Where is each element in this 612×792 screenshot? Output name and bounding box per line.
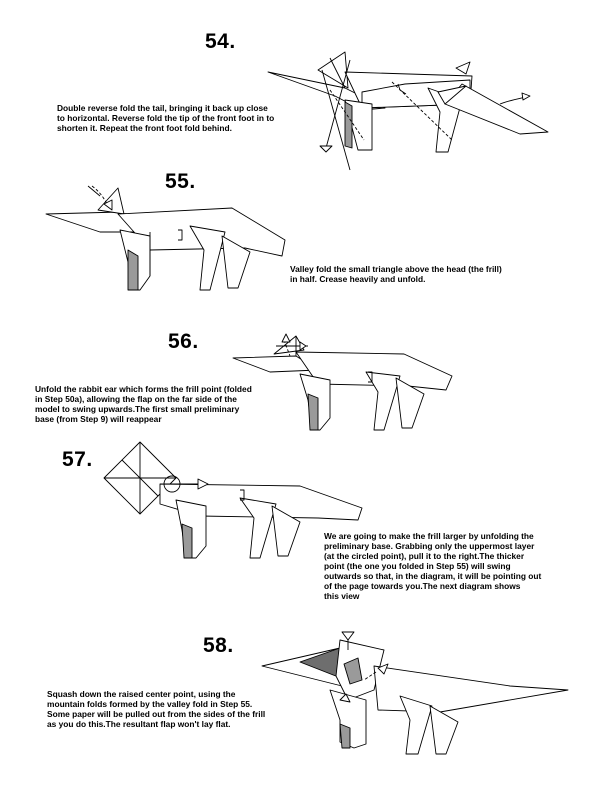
step-55-number: 55.	[165, 170, 196, 193]
step-56-instructions: Unfold the rabbit ear which forms the frill point (folded in Step 50a), allowing the flap on the far side of the model to swing upwards.The first small preliminary base (from Step 9) will reappear	[35, 384, 252, 424]
step-57-instructions: We are going to make the frill larger by unfolding the preliminary base. Grabbing only the uppermost layer (at the circled point), pull it to the right.The thicker point (the one you folded in Step 55) will swing outwards so that, in the diagram, it will be pointing out of the page towards you.The next diagram shows this view	[324, 531, 542, 601]
step-55-instructions: Valley fold the small triangle above the head (the frill) in half. Crease heavily and unfold.	[290, 264, 502, 284]
step-56-number: 56.	[168, 330, 199, 353]
step-58-instructions: Squash down the raised center point, using the mountain folds formed by the valley fold in Step 55. Some paper will be pulled out from the sides of the frill as you do this.The resultant flap won't lay flat.	[47, 689, 266, 729]
step-57-number: 57.	[62, 448, 93, 471]
step-58-number: 58.	[203, 634, 234, 657]
step-54-number: 54.	[205, 30, 236, 53]
step-54-instructions: Double reverse fold the tail, bringing it back up close to horizontal. Reverse fold the tip of the front foot in to shorten it. Repeat the front foot fold behind.	[57, 103, 275, 133]
